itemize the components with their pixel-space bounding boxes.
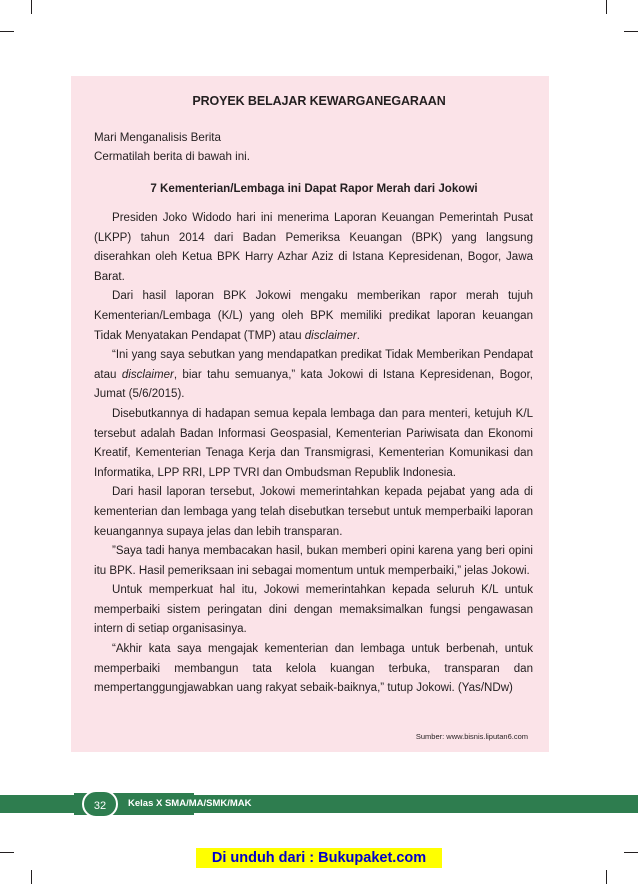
crop-mark-bottom-left-h xyxy=(0,852,14,853)
paragraph-3-text: “Ini yang saya sebutkan yang mendapatkan predikat Tidak Memberikan Pendapat atau xyxy=(94,349,533,381)
crop-mark-bottom-right-v xyxy=(606,870,607,884)
article-paragraph-1: Presiden Joko Widodo hari ini menerima Laporan Keuangan Pemerintah Pusat (LKPP) tahun 2014 dari Badan Pemeriksa Keuangan (BPK) yang langsung diserahkan oleh Ketua BPK Harry Azhar Aziz di Istana Kepresidenan, Bogor, Jawa Barat. xyxy=(94,212,533,283)
article-source: Sumber: www.bisnis.liputan6.com xyxy=(415,732,528,741)
intro-line-1: Mari Menganalisis Berita xyxy=(94,131,221,144)
article-paragraph-3 xyxy=(94,346,533,405)
project-title: PROYEK BELAJAR KEWARGANEGARAAN xyxy=(192,94,446,108)
paragraph-2-emphasis: disclaimer xyxy=(304,329,357,342)
crop-mark-bottom-left-v xyxy=(31,870,32,884)
crop-mark-top-left-v xyxy=(31,0,32,14)
article-paragraph-2 xyxy=(94,287,533,346)
article-paragraph-5: Dari hasil laporan tersebut, Jokowi memerintahkan kepada pejabat yang ada di kementerian dan lembaga yang telah disebutkan tersebut untuk memperbaiki laporan keuangannya supaya jelas dan lebih transparan. xyxy=(94,486,533,538)
crop-mark-top-right-v xyxy=(606,0,607,14)
article-paragraph-4: Disebutkannya di hadapan semua kepala lembaga dan para menteri, ketujuh K/L tersebut adalah Badan Informasi Geospasial, Kementerian Pariwisata dan Ekonomi Kreatif, Kementerian Tenaga Kerja dan Transmigrasi, Kementerian Komunikasi dan Informatika, LPP RRI, LPP TVRI dan Ombudsman Republik Indonesia. xyxy=(94,407,533,479)
paragraph-2-text: Dari hasil laporan BPK Jokowi mengaku memberikan rapor merah tujuh Kementerian/Lembaga (K/L) yang oleh BPK memiliki predikat laporan keuangan Tidak Menyatakan Pendapat (TMP) atau xyxy=(94,290,533,342)
download-banner-link[interactable]: Di unduh dari : Bukupaket.com xyxy=(196,848,442,868)
intro-text xyxy=(94,128,534,166)
paragraph-3-end: , biar tahu semuanya,” kata Jokowi di Istana Kepresidenan, Bogor, Jumat (5/6/2015). xyxy=(94,368,533,401)
crop-mark-top-right-h xyxy=(624,31,638,32)
paragraph-2-end: . xyxy=(356,329,360,342)
paragraph-3-emphasis: disclaimer xyxy=(121,368,174,381)
crop-mark-bottom-right-h xyxy=(624,852,638,853)
article-paragraph-7: Untuk memperkuat hal itu, Jokowi memerintahkan kepada seluruh K/L untuk memperbaiki sistem peringatan dini dengan memaksimalkan fungsi pengawasan intern di setiap organisasinya. xyxy=(94,584,533,636)
article-paragraph-6: ”Saya tadi hanya membacakan hasil, bukan memberi opini karena yang beri opini itu BPK. Hasil pemeriksaan ini sebagai momentum untuk memperbaiki,” jelas Jokowi. xyxy=(94,545,533,577)
intro-line-2: Cermatilah berita di bawah ini. xyxy=(94,150,250,163)
article-headline: 7 Kementerian/Lembaga ini Dapat Rapor Merah dari Jokowi xyxy=(150,182,478,195)
class-label: Kelas X SMA/MA/SMK/MAK xyxy=(128,798,252,809)
article-body xyxy=(94,209,533,699)
article-paragraph-8: “Akhir kata saya mengajak kementerian dan lembaga untuk berbenah, untuk memperbaiki membangun tata kelola kuangan terbuka, transparan dan mempertanggungjawabkan uang rakyat sebaik-baiknya,” tutup Jokowi. (Yas/NDw) xyxy=(94,643,533,695)
page-number: 32 xyxy=(82,790,118,818)
crop-mark-top-left-h xyxy=(0,31,14,32)
